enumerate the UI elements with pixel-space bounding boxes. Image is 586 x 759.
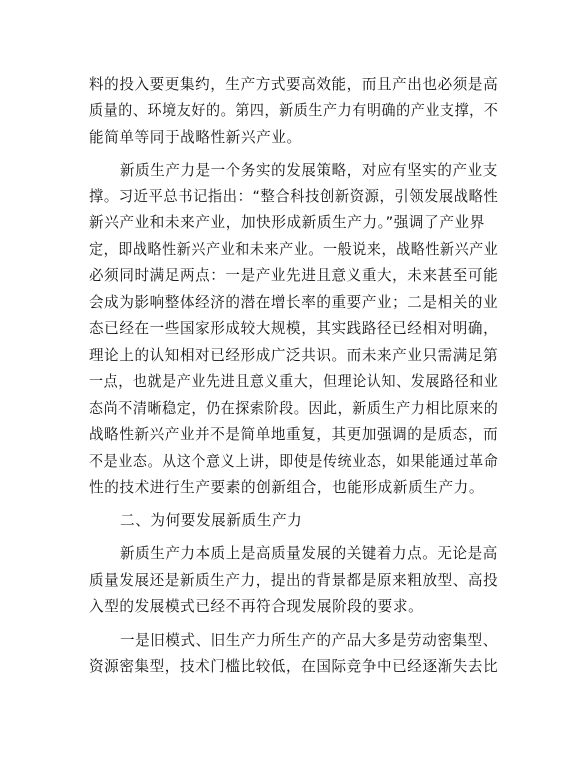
text-line: 不是业态。从这个意义上讲，即使是传统业态，如果能通过革命 — [89, 453, 499, 470]
text-line: 质量的、环境友好的。第四，新质生产力有明确的产业支撑，不 — [89, 102, 499, 119]
text-line: 战略性新兴产业并不是简单地重复，其更加强调的是质态，而 — [89, 426, 499, 443]
text-line: 理论上的认知相对已经形成广泛共识。而未来产业只需满足第 — [89, 347, 499, 364]
text-line: 性的技术进行生产要素的创新组合，也能形成新质生产力。 — [89, 479, 485, 496]
text-line: 入型的发展模式已经不再符合现发展阶段的要求。 — [89, 598, 424, 615]
text-line: 新质生产力本质上是高质量发展的关键着力点。无论是高 — [120, 545, 498, 562]
text-line: 定，即战略性新兴产业和未来产业。一般说来，战略性新兴产业 — [89, 241, 499, 258]
text-line: 新质生产力是一个务实的发展策略，对应有坚实的产业支 — [120, 162, 498, 179]
text-line: 一点，也就是产业先进且意义重大，但理论认知、发展路径和业 — [89, 373, 499, 390]
text-line: 态已经在一些国家形成较大规模，其实践路径已经相对明确， — [89, 320, 499, 337]
text-line: 必须同时满足两点：一是产业先进且意义重大，未来甚至可能 — [89, 267, 499, 284]
text-line: 一是旧模式、旧生产力所生产的产品大多是劳动密集型、 — [120, 632, 498, 649]
text-line: 新兴产业和未来产业，加快形成新质生产力。”强调了产业界 — [89, 214, 485, 231]
text-line: 资源密集型，技术门槛比较低，在国际竞争中已经逐渐失去比 — [89, 658, 499, 675]
text-line: 会成为影响整体经济的潜在增长率的重要产业；二是相关的业 — [89, 294, 499, 311]
text-line: 能简单等同于战略性新兴产业。 — [89, 129, 302, 146]
section-heading-text: 二、为何要发展新质生产力 — [120, 512, 303, 529]
text-line: 撑。习近平总书记指出：“整合科技创新资源，引领发展战略性 — [89, 188, 499, 205]
text-line: 态尚不清晰稳定，仍在探索阶段。因此，新质生产力相比原来的 — [89, 400, 499, 417]
text-line: 料的投入要更集约，生产方式要高效能，而且产出也必须是高 — [89, 76, 499, 93]
text-line: 质量发展还是新质生产力，提出的背景都是原来粗放型、高投 — [89, 572, 499, 589]
